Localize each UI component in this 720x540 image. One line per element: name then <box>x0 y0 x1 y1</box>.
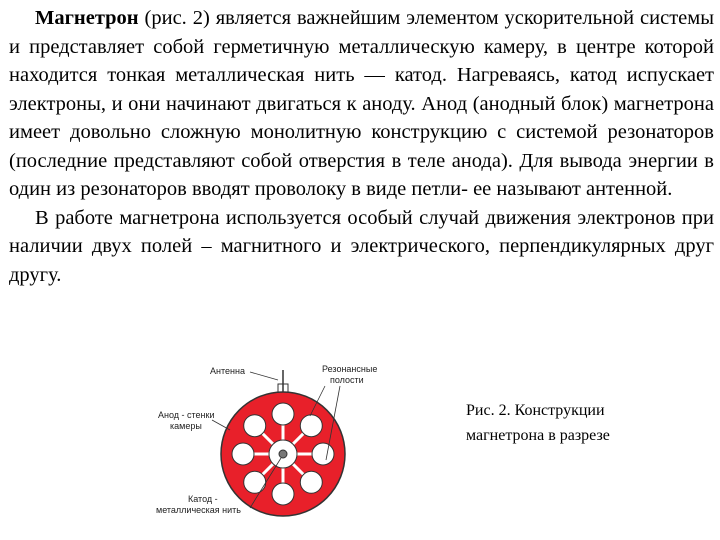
label-cavities-1: Резонансные <box>322 364 378 374</box>
article-text <box>9 4 714 289</box>
resonant-cavity <box>272 483 294 505</box>
caption-line-2: магнетрона в разрезе <box>466 427 610 444</box>
resonant-cavity <box>272 403 294 425</box>
paragraph-2-text: В работе магнетрона используется особый случай движения электронов при наличии двух полей – магнитного и электрического, перпендикулярных друг другу. <box>9 206 714 286</box>
resonant-cavity <box>244 415 266 437</box>
paragraph-2 <box>9 204 714 290</box>
label-anode-2: камеры <box>170 421 202 431</box>
label-antenna: Антенна <box>210 366 245 376</box>
label-cathode-1: Катод - <box>188 494 218 504</box>
magnetron-diagram <box>150 362 380 540</box>
term-magnetron: Магнетрон <box>35 7 139 29</box>
resonant-cavity <box>232 443 254 465</box>
magnetron-figure <box>150 362 380 540</box>
paragraph-1-text: (рис. 2) является важнейшим элементом ускорительной системы и представляет собой герметичную металлическую камеру, в центре которой находится тонкая металлическая нить — катод. Нагреваясь, катод испускает электроны, и они начинают двигаться к аноду. Анод (анодный блок) магнетрона имеет довольно сложную монолитную конструкцию с системой резонаторов (последние представляют собой отверстия в теле анода). Для вывода энергии в один из резонаторов вводят проволоку в виде петли- ее называют антенной. <box>9 7 714 200</box>
resonant-cavity <box>300 471 322 493</box>
resonant-cavity <box>312 443 334 465</box>
label-cavities-2: полости <box>330 375 364 385</box>
figure-caption <box>466 398 686 448</box>
resonant-cavity <box>244 471 266 493</box>
caption-line-1: Рис. 2. Конструкции <box>466 402 605 419</box>
label-anode-1: Анод - стенки <box>158 410 215 420</box>
paragraph-1 <box>9 4 714 204</box>
resonant-cavity <box>300 415 322 437</box>
cathode <box>279 450 287 458</box>
label-cathode-2: металлическая нить <box>156 505 241 515</box>
